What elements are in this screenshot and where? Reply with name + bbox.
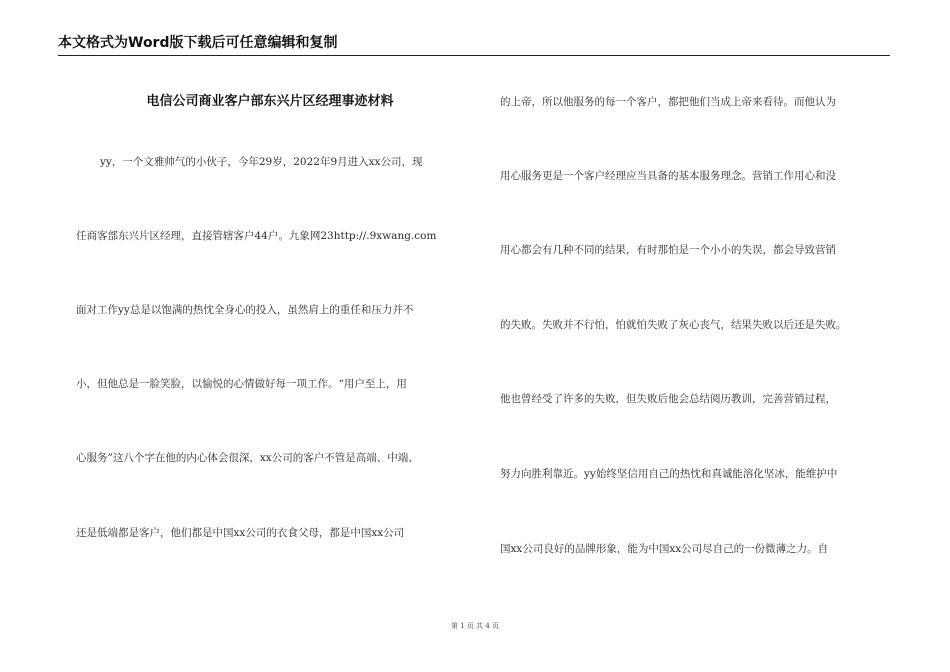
right-paragraph-line: 国xx公司良好的品牌形象，能为中国xx公司尽自己的一份微薄之力。自 — [500, 543, 829, 555]
left-paragraph-line: 小，但他总是一脸笑脸，以愉悦的心情做好每一项工作。“用户至上，用 — [76, 378, 407, 390]
right-paragraph-line: 他也曾经受了许多的失败，但失败后他会总结阅历教训，完善营销过程， — [500, 393, 836, 405]
left-paragraph-line: 任商客部东兴片区经理，直接管辖客户44户。九象网23http://.9xwang.com — [76, 230, 437, 242]
left-paragraph-line: yy，一个文雅帅气的小伙子，今年29岁，2022年9月进入xx公司，现 — [100, 156, 423, 168]
left-paragraph-line: 心服务”这八个字在他的内心体会很深，xx公司的客户不管是高端、中端、 — [76, 452, 419, 464]
header-divider — [58, 55, 890, 56]
left-paragraph-line: 面对工作yy总是以饱满的热忱全身心的投入，虽然肩上的重任和压力并不 — [76, 304, 414, 316]
page-number: 第 1 页 共 4 页 — [450, 622, 500, 630]
document-title: 电信公司商业客户部东兴片区经理事迹材料 — [146, 94, 394, 109]
document-banner: 本文格式为Word版下载后可任意编辑和复制 — [58, 35, 338, 51]
right-paragraph-line: 的失败。失败并不行怕，怕就怕失败了灰心丧气，结果失败以后还是失败。 — [500, 319, 847, 331]
right-paragraph-line: 努力向胜利靠近。yy始终坚信用自己的热忱和真诚能溶化坚冰，能维护中 — [500, 468, 838, 480]
left-paragraph-line: 还是低端都是客户，他们都是中国xx公司的衣食父母，都是中国xx公司 — [76, 527, 405, 539]
right-paragraph-line: 的上帝，所以他服务的每一个客户，都把他们当成上帝来看待。而他认为 — [500, 96, 836, 108]
right-paragraph-line: 用心服务更是一个客户经理应当具备的基本服务理念。营销工作用心和没 — [500, 170, 836, 182]
right-paragraph-line: 用心都会有几种不同的结果，有时那怕是一个小小的失误，都会导致营销 — [500, 244, 836, 256]
